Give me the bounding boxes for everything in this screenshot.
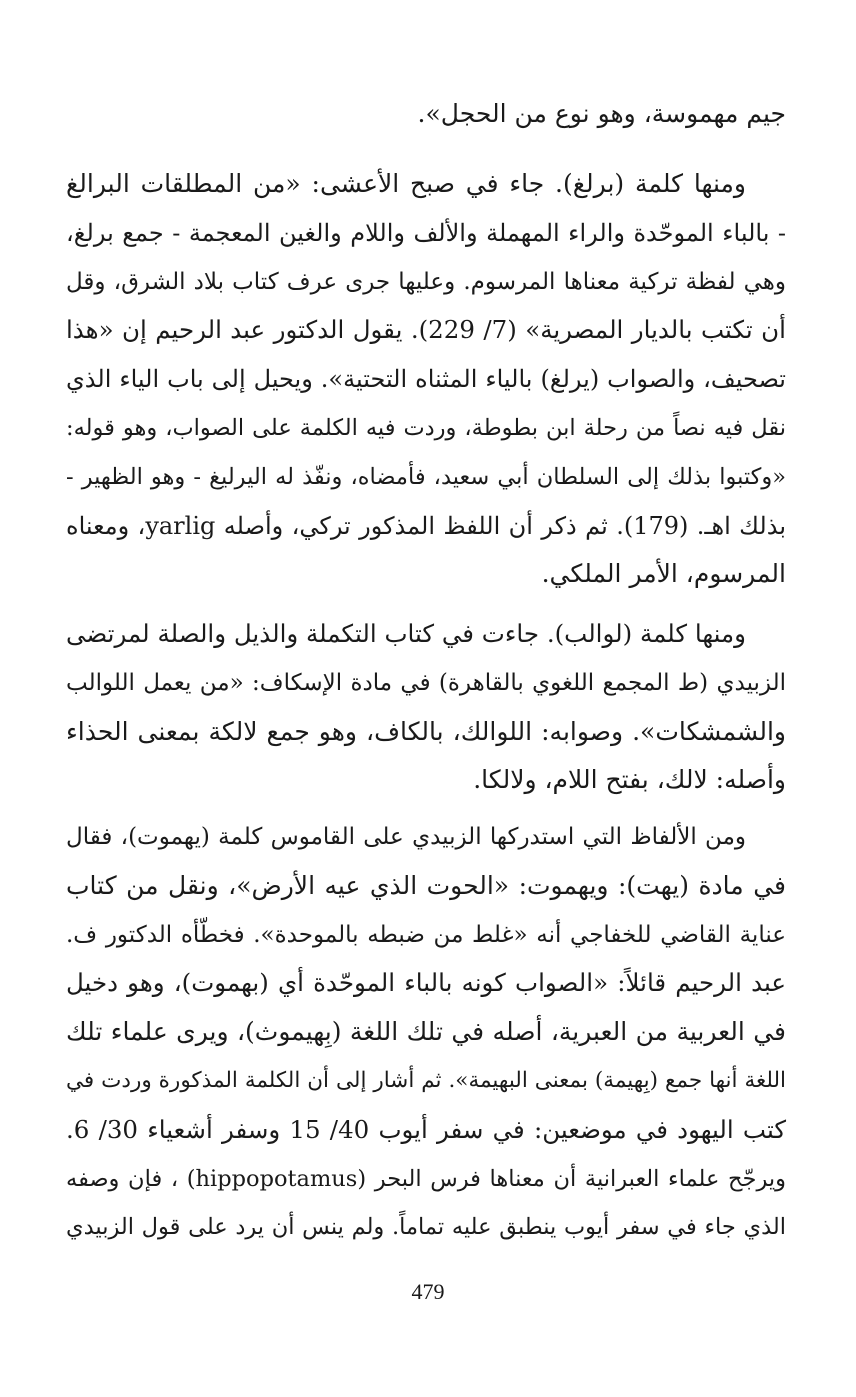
text-line: عناية القاضي للخفاجي أنه «غلط من ضبطه بالموحدة». فخطّأه الدكتور ف.	[66, 921, 786, 948]
text-line: - بالباء الموحّدة والراء المهملة والألف واللام والغين المعجمة - جمع برلغ،	[66, 218, 786, 247]
paragraph-barlagh	[66, 160, 786, 599]
text-line: اللغة أنها جمع (بِهيمة) بمعنى البهيمة». ثم أشار إلى أن الكلمة المذكورة وردت في	[66, 1067, 786, 1093]
text-line: الذي جاء في سفر أيوب ينطبق عليه تماماً. ولم ينس أن يرد على قول الزبيدي	[66, 1214, 786, 1241]
text-line: أن تكتب بالديار المصرية» (7/ 229). يقول الدكتور عبد الرحيم إن «هذا	[66, 315, 786, 345]
page-number: 479	[411, 1279, 445, 1304]
text-line: والشمشكات». وصوابه: اللوالك، بالكاف، وهو جمع لالكة بمعنى الحذاء	[66, 716, 786, 746]
paragraph-continuation	[66, 90, 786, 139]
text-line: الزبيدي (ط المجمع اللغوي بالقاهرة) في مادة الإسكاف: «من يعمل اللوالب	[66, 669, 786, 696]
text-line: بذلك اهـ. (179). ثم ذكر أن اللفظ المذكور تركي، وأصله yarlig، ومعناه	[66, 511, 786, 540]
text-line: في مادة (يهت): ويهموت: «الحوت الذي عيه الأرض»، ونقل من كتاب	[66, 870, 786, 900]
text-line: المرسوم، الأمر الملكي.	[541, 559, 786, 589]
paragraph-yahmut	[66, 813, 786, 1252]
paragraph-lawalib	[66, 610, 786, 805]
text-line: ومن الألفاظ التي استدركها الزبيدي على القاموس كلمة (يهموت)، فقال	[66, 824, 746, 850]
text-line: عبد الرحيم قائلاً: «الصواب كونه بالباء الموحّدة أي (بهموت)، وهو دخيل	[66, 968, 786, 998]
text-line: تصحيف، والصواب (يرلغ) بالياء المثناه التحتية». ويحيل إلى باب الياء الذي	[66, 365, 786, 394]
text-line: وأصله: لالك، بفتح اللام، ولالكا.	[473, 765, 786, 795]
text-line: وهي لفظة تركية معناها المرسوم. وعليها جرى عرف كتاب بلاد الشرق، وقل	[66, 268, 786, 295]
text-line: ومنها كلمة (لوالب). جاءت في كتاب التكملة والذيل والصلة لمرتضى	[66, 619, 746, 648]
text-line: في العربية من العبرية، أصله في تلك اللغة (بِهيموث)، ويرى علماء تلك	[66, 1017, 786, 1047]
text-line: ومنها كلمة (برلغ). جاء في صبح الأعشى: «من المطلقات البرالغ	[66, 169, 746, 198]
text-line: نقل فيه نصاً من رحلة ابن بطوطة، وردت فيه الكلمة على الصواب، وهو قوله:	[66, 414, 786, 441]
text-line: «وكتبوا بذلك إلى السلطان أبي سعيد، فأمضاه، ونفّذ له اليرليغ - وهو الظهير -	[66, 463, 786, 490]
text-line: جيم مهموسة، وهو نوع من الحجل».	[417, 99, 786, 128]
text-line: كتب اليهود في موضعين: في سفر أيوب 40/ 15 وسفر أشعياء 30/ 6.	[66, 1114, 786, 1144]
text-line: ويرجّح علماء العبرانية أن معناها فرس البحر (hippopotamus) ، فإن وصفه	[66, 1165, 786, 1192]
